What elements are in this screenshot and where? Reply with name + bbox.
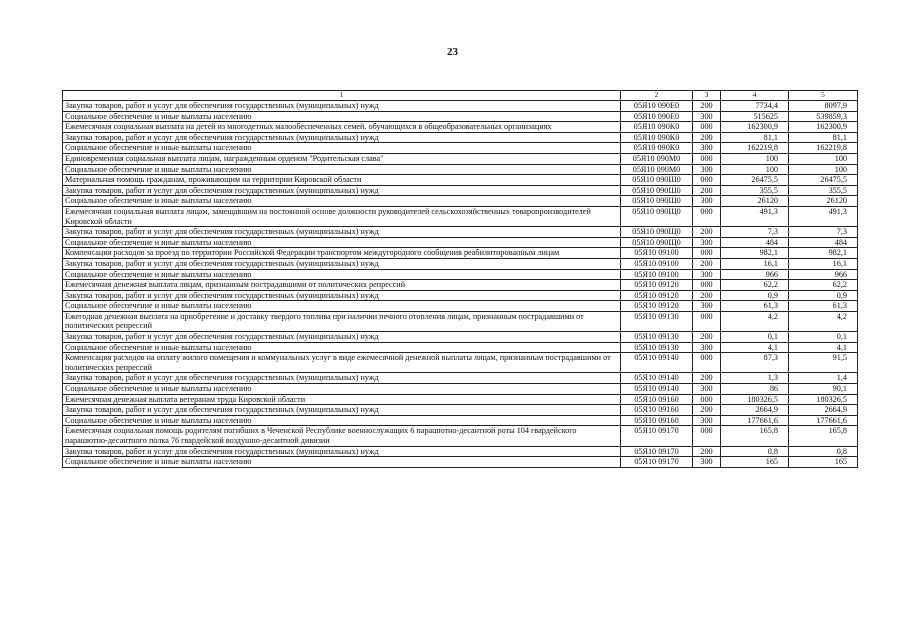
table-row (63, 206, 858, 226)
row-code-cell: 05Я10 09170 (621, 457, 693, 468)
row-name-cell: Ежемесячная социальная выплата на детей из многодетных малообеспеченных семей, обучающихся в общеобразовательных организациях (63, 122, 621, 133)
row-expense-type-cell: 000 (693, 206, 721, 226)
header-amount-year-2: 5 (789, 91, 858, 101)
row-code-cell: 05Я10 090Е0 (621, 111, 693, 122)
table-row (63, 394, 858, 405)
row-amount-year-2-cell: 16,1 (789, 258, 858, 269)
table-row (63, 164, 858, 175)
header-expense-type: 3 (693, 91, 721, 101)
table-row (63, 301, 858, 312)
row-amount-year-2-cell: 162300,9 (789, 122, 858, 133)
row-name-cell: Материальная помощь гражданам, проживающим на территории Кировской области (63, 175, 621, 186)
row-amount-year-2-cell: 0,1 (789, 332, 858, 343)
row-amount-year-1-cell: 484 (721, 237, 789, 248)
row-expense-type-cell: 300 (693, 111, 721, 122)
row-name-cell: Социальное обеспечение и иные выплаты населению (63, 164, 621, 175)
row-amount-year-2-cell: 180326,5 (789, 394, 858, 405)
row-amount-year-2-cell: 4,2 (789, 311, 858, 331)
row-code-cell: 05Я10 09170 (621, 446, 693, 457)
row-expense-type-cell: 000 (693, 394, 721, 405)
row-amount-year-1-cell: 100 (721, 153, 789, 164)
row-code-cell: 05Я10 090Щ0 (621, 237, 693, 248)
row-code-cell: 05Я10 09120 (621, 280, 693, 291)
row-amount-year-2-cell: 8097,9 (789, 101, 858, 112)
row-name-cell: Единовременная социальная выплата лицам, награжденным орденом "Родительская слава" (63, 153, 621, 164)
row-amount-year-1-cell: 26475,5 (721, 175, 789, 186)
row-amount-year-2-cell: 61,3 (789, 301, 858, 312)
row-expense-type-cell: 200 (693, 227, 721, 238)
row-amount-year-2-cell: 26120 (789, 196, 858, 207)
table-row (63, 415, 858, 426)
row-amount-year-1-cell: 982,1 (721, 248, 789, 259)
row-amount-year-1-cell: 4,1 (721, 342, 789, 353)
row-code-cell: 05Я10 090М0 (621, 153, 693, 164)
row-amount-year-2-cell: 90,1 (789, 384, 858, 395)
row-expense-type-cell: 200 (693, 101, 721, 112)
row-code-cell: 05Я10 090Е0 (621, 101, 693, 112)
row-expense-type-cell: 200 (693, 132, 721, 143)
row-amount-year-2-cell: 966 (789, 269, 858, 280)
row-expense-type-cell: 300 (693, 237, 721, 248)
table-row (63, 311, 858, 331)
row-amount-year-2-cell: 355,5 (789, 185, 858, 196)
row-expense-type-cell: 200 (693, 290, 721, 301)
row-amount-year-2-cell: 484 (789, 237, 858, 248)
row-amount-year-2-cell: 491,3 (789, 206, 858, 226)
table-row (63, 384, 858, 395)
table-row (63, 196, 858, 207)
row-code-cell: 05Я10 090К0 (621, 143, 693, 154)
row-expense-type-cell: 200 (693, 373, 721, 384)
row-amount-year-1-cell: 16,1 (721, 258, 789, 269)
row-expense-type-cell: 300 (693, 164, 721, 175)
table-row (63, 290, 858, 301)
row-amount-year-2-cell: 4,1 (789, 342, 858, 353)
row-expense-type-cell: 000 (693, 311, 721, 331)
row-code-cell: 05Я10 090Ш0 (621, 185, 693, 196)
header-name: 1 (63, 91, 621, 101)
row-name-cell: Социальное обеспечение и иные выплаты населению (63, 415, 621, 426)
row-amount-year-1-cell: 7734,4 (721, 101, 789, 112)
table-row (63, 373, 858, 384)
row-amount-year-1-cell: 86 (721, 384, 789, 395)
row-name-cell: Закупка товаров, работ и услуг для обеспечения государственных (муниципальных) нужд (63, 227, 621, 238)
row-amount-year-1-cell: 87,3 (721, 353, 789, 373)
row-code-cell: 05Я10 09100 (621, 248, 693, 259)
row-expense-type-cell: 000 (693, 426, 721, 446)
row-amount-year-2-cell: 177661,6 (789, 415, 858, 426)
row-amount-year-1-cell: 2664,9 (721, 405, 789, 416)
row-amount-year-1-cell: 0,8 (721, 446, 789, 457)
row-expense-type-cell: 200 (693, 446, 721, 457)
row-expense-type-cell: 000 (693, 175, 721, 186)
row-name-cell: Закупка товаров, работ и услуг для обеспечения государственных (муниципальных) нужд (63, 446, 621, 457)
row-amount-year-2-cell: 100 (789, 164, 858, 175)
row-name-cell: Социальное обеспечение и иные выплаты населению (63, 143, 621, 154)
table-row (63, 153, 858, 164)
row-amount-year-2-cell: 0,8 (789, 446, 858, 457)
row-expense-type-cell: 300 (693, 384, 721, 395)
row-amount-year-1-cell: 515625 (721, 111, 789, 122)
table-body (63, 101, 858, 468)
row-amount-year-1-cell: 966 (721, 269, 789, 280)
row-name-cell: Ежемесячная денежная выплата ветеранам труда Кировской области (63, 394, 621, 405)
row-amount-year-2-cell: 1,4 (789, 373, 858, 384)
row-amount-year-1-cell: 7,3 (721, 227, 789, 238)
budget-table (62, 90, 858, 468)
row-amount-year-1-cell: 0,9 (721, 290, 789, 301)
row-amount-year-2-cell: 100 (789, 153, 858, 164)
row-code-cell: 05Я10 09130 (621, 332, 693, 343)
row-expense-type-cell: 300 (693, 457, 721, 468)
row-name-cell: Ежемесячная социальная помощь родителям погибших в Чеченской Республике военнослужащих 6 парашютно-десантной роты 104 гвардейского парашютно-десантного полка 76 гвардейской воздушно-десантной дивизии (63, 426, 621, 446)
row-amount-year-2-cell: 26475,5 (789, 175, 858, 186)
row-name-cell: Социальное обеспечение и иные выплаты населению (63, 269, 621, 280)
row-code-cell: 05Я10 090К0 (621, 122, 693, 133)
table-row (63, 101, 858, 112)
table-row (63, 237, 858, 248)
row-amount-year-2-cell: 539859,3 (789, 111, 858, 122)
row-amount-year-2-cell: 162219,8 (789, 143, 858, 154)
table-row (63, 132, 858, 143)
table-row (63, 227, 858, 238)
row-name-cell: Социальное обеспечение и иные выплаты населению (63, 384, 621, 395)
row-expense-type-cell: 000 (693, 248, 721, 259)
row-code-cell: 05Я10 090М0 (621, 164, 693, 175)
row-amount-year-1-cell: 180326,5 (721, 394, 789, 405)
row-amount-year-1-cell: 162300,9 (721, 122, 789, 133)
row-code-cell: 05Я10 090Щ0 (621, 206, 693, 226)
header-amount-year-1: 4 (721, 91, 789, 101)
row-amount-year-1-cell: 4,2 (721, 311, 789, 331)
row-expense-type-cell: 300 (693, 342, 721, 353)
row-name-cell: Закупка товаров, работ и услуг для обеспечения государственных (муниципальных) нужд (63, 290, 621, 301)
row-code-cell: 05Я10 09140 (621, 384, 693, 395)
row-amount-year-2-cell: 2664,9 (789, 405, 858, 416)
row-amount-year-1-cell: 81,1 (721, 132, 789, 143)
page-number: 23 (447, 46, 458, 58)
row-name-cell: Закупка товаров, работ и услуг для обеспечения государственных (муниципальных) нужд (63, 373, 621, 384)
table-row (63, 248, 858, 259)
row-code-cell: 05Я10 090Ш0 (621, 175, 693, 186)
row-code-cell: 05Я10 090Щ0 (621, 227, 693, 238)
row-name-cell: Закупка товаров, работ и услуг для обеспечения государственных (муниципальных) нужд (63, 132, 621, 143)
row-code-cell: 05Я10 090Ш0 (621, 196, 693, 207)
table-header-row (63, 91, 858, 101)
row-code-cell: 05Я10 09160 (621, 405, 693, 416)
row-expense-type-cell: 200 (693, 405, 721, 416)
row-amount-year-2-cell: 165,8 (789, 426, 858, 446)
row-code-cell: 05Я10 09130 (621, 311, 693, 331)
row-name-cell: Социальное обеспечение и иные выплаты населению (63, 457, 621, 468)
row-expense-type-cell: 300 (693, 415, 721, 426)
row-amount-year-1-cell: 165 (721, 457, 789, 468)
row-amount-year-2-cell: 81,1 (789, 132, 858, 143)
row-expense-type-cell: 300 (693, 269, 721, 280)
row-amount-year-1-cell: 1,3 (721, 373, 789, 384)
row-code-cell: 05Я10 09140 (621, 353, 693, 373)
row-expense-type-cell: 000 (693, 122, 721, 133)
table-row (63, 353, 858, 373)
row-name-cell: Компенсация расходов за проезд по территории Российской Федерации транспортом междугородного сообщения реабилитированным лицам (63, 248, 621, 259)
row-expense-type-cell: 300 (693, 196, 721, 207)
row-expense-type-cell: 300 (693, 143, 721, 154)
row-name-cell: Закупка товаров, работ и услуг для обеспечения государственных (муниципальных) нужд (63, 185, 621, 196)
row-expense-type-cell: 000 (693, 280, 721, 291)
row-amount-year-1-cell: 177661,6 (721, 415, 789, 426)
row-code-cell: 05Я10 09100 (621, 269, 693, 280)
row-name-cell: Ежемесячная денежная выплата лицам, признанным пострадавшими от политических репрессий (63, 280, 621, 291)
row-amount-year-1-cell: 100 (721, 164, 789, 175)
row-name-cell: Социальное обеспечение и иные выплаты населению (63, 237, 621, 248)
table-row (63, 269, 858, 280)
row-name-cell: Социальное обеспечение и иные выплаты населению (63, 111, 621, 122)
row-code-cell: 05Я10 09160 (621, 394, 693, 405)
table-row (63, 446, 858, 457)
row-name-cell: Ежемесячная социальная выплата лицам, замещавшим на постоянной основе должности руководителей сельскохозяйственных товаропроизводителей Кировской области (63, 206, 621, 226)
row-name-cell: Закупка товаров, работ и услуг для обеспечения государственных (муниципальных) нужд (63, 258, 621, 269)
row-amount-year-2-cell: 62,2 (789, 280, 858, 291)
row-amount-year-2-cell: 165 (789, 457, 858, 468)
table-row (63, 258, 858, 269)
row-name-cell: Социальное обеспечение и иные выплаты населению (63, 196, 621, 207)
row-name-cell: Социальное обеспечение и иные выплаты населению (63, 301, 621, 312)
row-expense-type-cell: 300 (693, 301, 721, 312)
row-amount-year-1-cell: 62,2 (721, 280, 789, 291)
row-amount-year-2-cell: 7,3 (789, 227, 858, 238)
row-amount-year-1-cell: 26120 (721, 196, 789, 207)
row-amount-year-1-cell: 0,1 (721, 332, 789, 343)
row-name-cell: Компенсация расходов на оплату жилого помещения и коммунальных услуг в виде ежемесячной денежной выплаты лицам, признанным пострадавшими от политических репрессий (63, 353, 621, 373)
row-name-cell: Закупка товаров, работ и услуг для обеспечения государственных (муниципальных) нужд (63, 101, 621, 112)
row-code-cell: 05Я10 09100 (621, 258, 693, 269)
row-expense-type-cell: 000 (693, 353, 721, 373)
table-row (63, 457, 858, 468)
table-row (63, 175, 858, 186)
row-expense-type-cell: 000 (693, 153, 721, 164)
table-row (63, 426, 858, 446)
row-name-cell: Закупка товаров, работ и услуг для обеспечения государственных (муниципальных) нужд (63, 405, 621, 416)
row-code-cell: 05Я10 09130 (621, 342, 693, 353)
row-amount-year-1-cell: 491,3 (721, 206, 789, 226)
header-code: 2 (621, 91, 693, 101)
row-code-cell: 05Я10 09170 (621, 426, 693, 446)
table-row (63, 280, 858, 291)
row-name-cell: Закупка товаров, работ и услуг для обеспечения государственных (муниципальных) нужд (63, 332, 621, 343)
row-expense-type-cell: 200 (693, 258, 721, 269)
row-code-cell: 05Я10 090К0 (621, 132, 693, 143)
row-amount-year-1-cell: 355,5 (721, 185, 789, 196)
table-row (63, 122, 858, 133)
row-expense-type-cell: 200 (693, 185, 721, 196)
table-row (63, 185, 858, 196)
row-amount-year-1-cell: 162219,8 (721, 143, 789, 154)
table-row (63, 342, 858, 353)
row-code-cell: 05Я10 09160 (621, 415, 693, 426)
row-name-cell: Социальное обеспечение и иные выплаты населению (63, 342, 621, 353)
row-amount-year-1-cell: 165,8 (721, 426, 789, 446)
row-amount-year-2-cell: 91,5 (789, 353, 858, 373)
table-row (63, 143, 858, 154)
row-name-cell: Ежегодная денежная выплата на приобретение и доставку твердого топлива при наличии печного отопления лицам, признанным пострадавшими от политических репрессий (63, 311, 621, 331)
table-row (63, 111, 858, 122)
row-amount-year-2-cell: 982,1 (789, 248, 858, 259)
table-row (63, 332, 858, 343)
row-amount-year-2-cell: 0,9 (789, 290, 858, 301)
row-expense-type-cell: 200 (693, 332, 721, 343)
row-code-cell: 05Я10 09120 (621, 301, 693, 312)
row-amount-year-1-cell: 61,3 (721, 301, 789, 312)
row-code-cell: 05Я10 09140 (621, 373, 693, 384)
row-code-cell: 05Я10 09120 (621, 290, 693, 301)
table-row (63, 405, 858, 416)
